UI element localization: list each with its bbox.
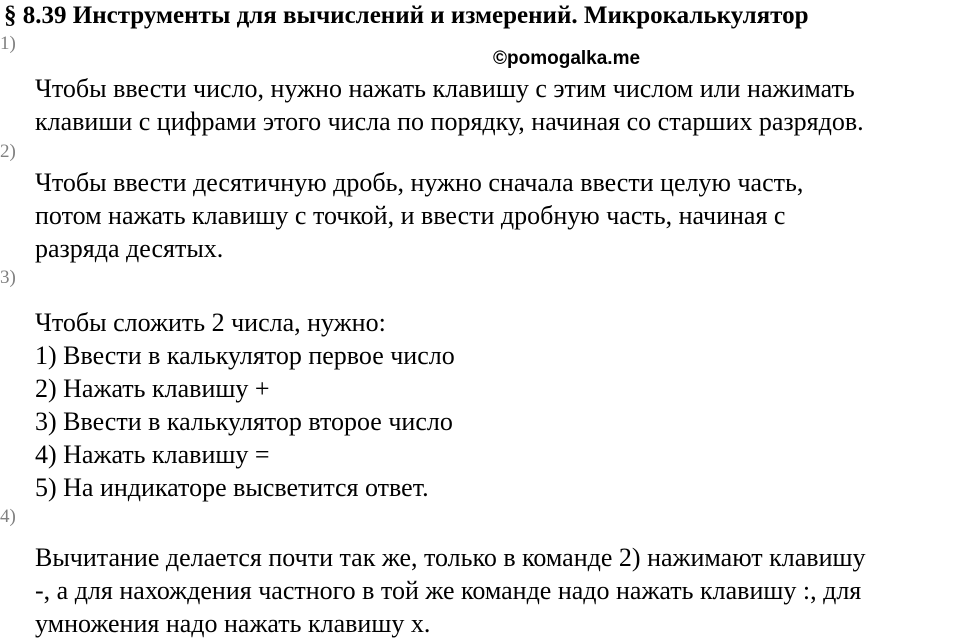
section-number-3: 3) xyxy=(0,267,16,288)
text-line: Чтобы сложить 2 числа, нужно: xyxy=(35,308,386,337)
list-item: 1) Ввести в калькулятор первое число xyxy=(35,341,455,370)
text-line: -, а для нахождения частного в той же команде надо нажать клавишу :, для xyxy=(35,576,862,605)
page-title: § 8.39 Инструменты для вычислений и измерений. Микрокалькулятор xyxy=(4,2,809,29)
section-1-text xyxy=(35,72,864,138)
text-line: Чтобы ввести число, нужно нажать клавишу с этим числом или нажимать xyxy=(35,74,855,103)
section-number-4: 4) xyxy=(0,506,16,527)
list-item: 4) Нажать клавишу = xyxy=(35,440,270,469)
watermark: ©pomogalka.me xyxy=(493,48,641,69)
section-4-text xyxy=(35,541,866,640)
list-item: 3) Ввести в калькулятор второе число xyxy=(35,407,453,436)
text-line: клавиши с цифрами этого числа по порядку, начиная со старших разрядов. xyxy=(35,107,864,136)
section-3-text xyxy=(35,306,455,504)
section-number-2: 2) xyxy=(0,141,16,162)
section-2-text xyxy=(35,166,803,265)
list-item: 5) На индикаторе высветится ответ. xyxy=(35,473,429,502)
text-line: Вычитание делается почти так же, только в команде 2) нажимают клавишу xyxy=(35,543,866,572)
text-line: потом нажать клавишу с точкой, и ввести дробную часть, начиная с xyxy=(35,201,786,230)
list-item: 2) Нажать клавишу + xyxy=(35,374,270,403)
section-number-1: 1) xyxy=(0,33,16,54)
text-line: умножения надо нажать клавишу x. xyxy=(35,609,431,638)
text-line: разряда десятых. xyxy=(35,234,224,263)
text-line: Чтобы ввести десятичную дробь, нужно сначала ввести целую часть, xyxy=(35,168,804,197)
